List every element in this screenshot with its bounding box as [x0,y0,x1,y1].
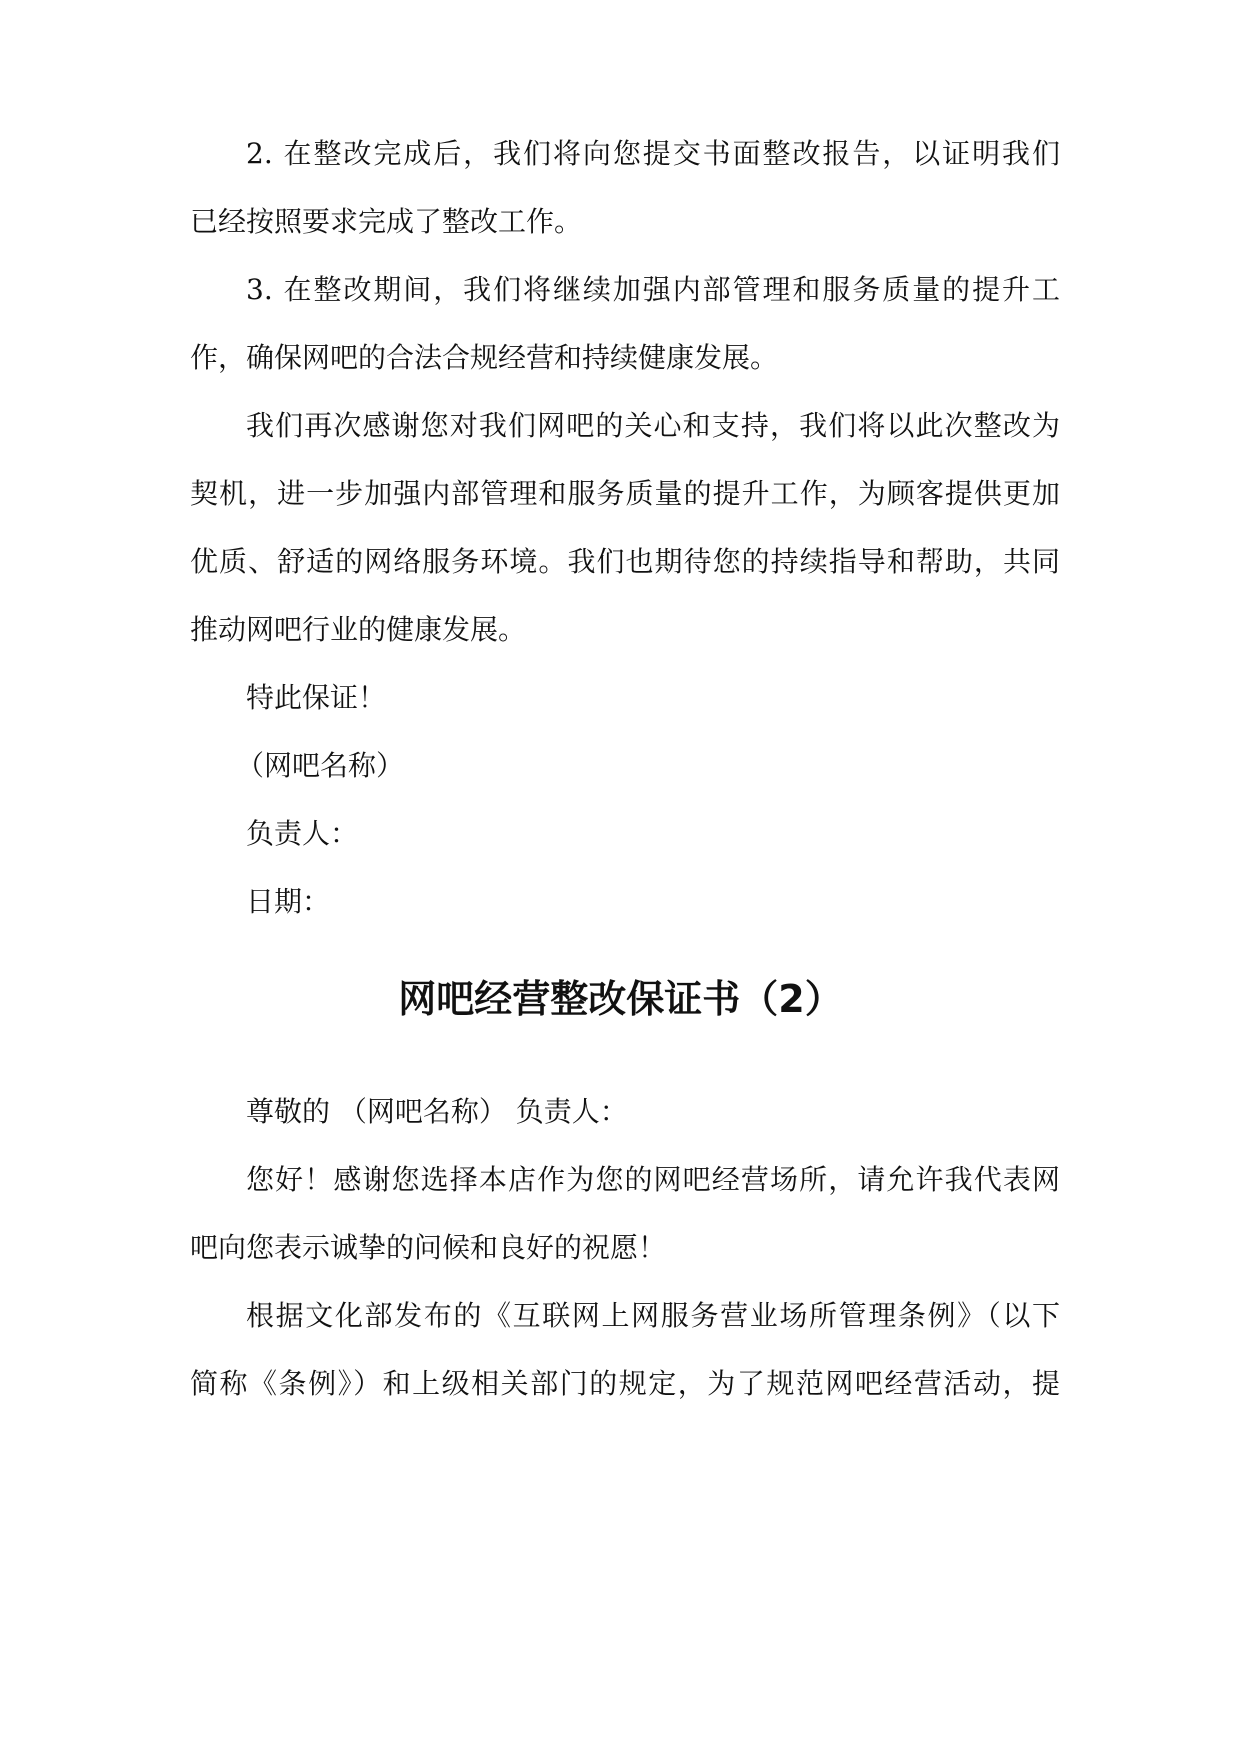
greeting-line-2: 吧向您表示诚挚的问候和良好的祝愿！ [190,1231,667,1264]
person-in-charge-label: 负责人： [246,817,359,850]
closing-paragraph-line-4: 推动网吧行业的健康发展。 [190,613,527,646]
item-2-line-2: 已经按照要求完成了整改工作。 [190,205,583,238]
item-2-line-1: 2. 在整改完成后，我们将向您提交书面整改报告，以证明我们 [246,137,1060,170]
guarantee-statement: 特此保证！ [246,681,387,714]
closing-paragraph-line-2: 契机，进一步加强内部管理和服务质量的提升工作，为顾客提供更加 [190,477,1060,510]
closing-paragraph-line-1: 我们再次感谢您对我们网吧的关心和支持，我们将以此次整改为 [246,409,1060,442]
regulation-line-2: 简称《条例》）和上级相关部门的规定，为了规范网吧经营活动，提 [190,1367,1060,1400]
regulation-line-1: 根据文化部发布的《互联网上网服务营业场所管理条例》（以下 [246,1299,1060,1332]
section-2-title: 网吧经营整改保证书（2） [398,977,843,1021]
cafe-name-placeholder: （网吧名称） [236,749,405,782]
item-3-line-2: 作，确保网吧的合法合规经营和持续健康发展。 [190,341,779,374]
item-3-line-1: 3. 在整改期间，我们将继续加强内部管理和服务质量的提升工 [246,273,1060,306]
date-label: 日期： [246,885,331,918]
closing-paragraph-line-3: 优质、舒适的网络服务环境。我们也期待您的持续指导和帮助，共同 [190,545,1060,578]
greeting-line-1: 您好！感谢您选择本店作为您的网吧经营场所，请允许我代表网 [246,1163,1060,1196]
salutation: 尊敬的 （网吧名称） 负责人： [246,1095,628,1128]
